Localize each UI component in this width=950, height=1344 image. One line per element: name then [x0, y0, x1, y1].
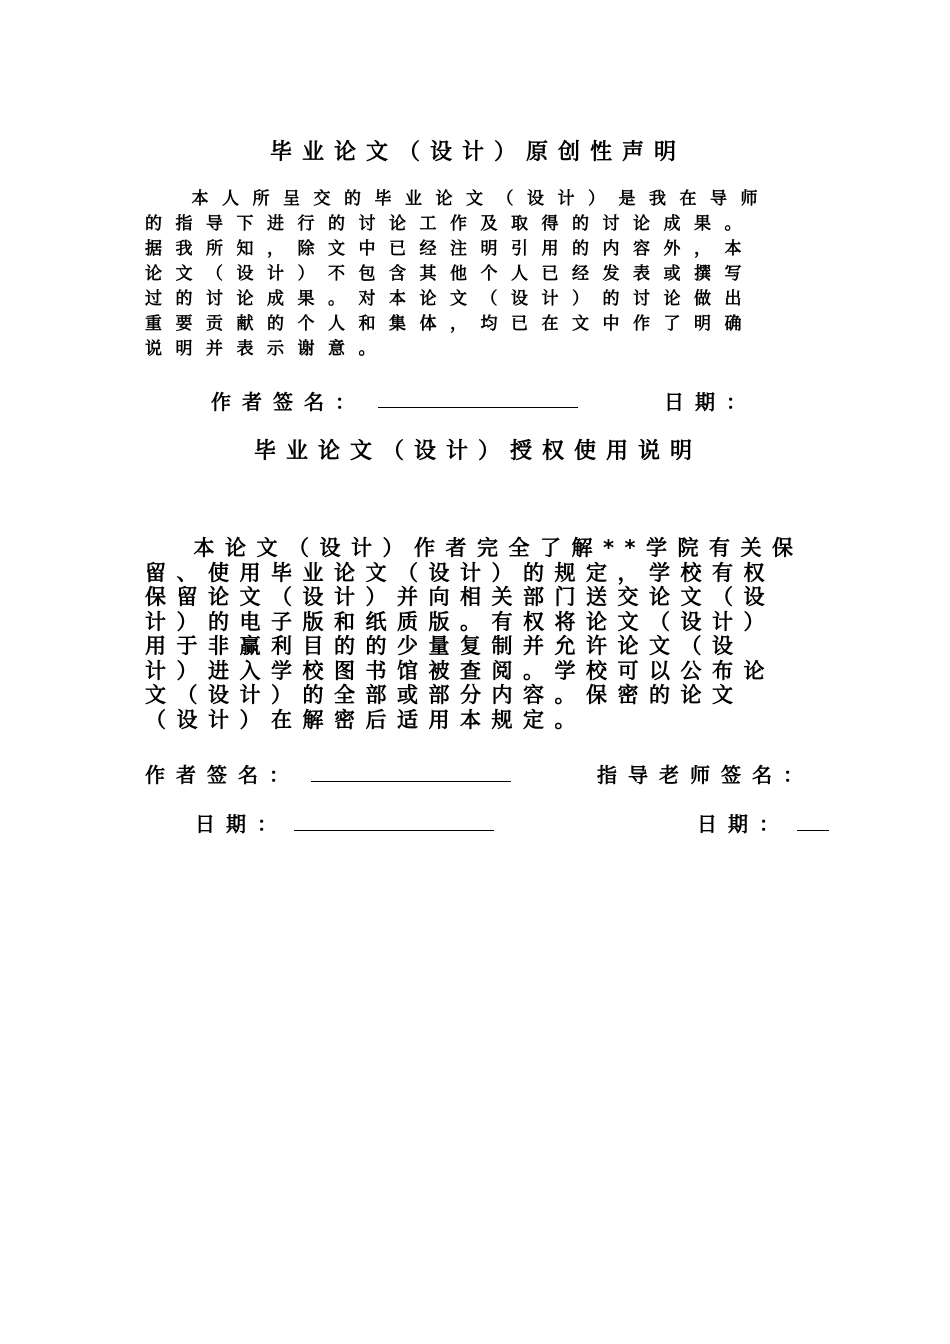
declaration-line: 过的讨论成果。对本论文（设计）的讨论做出 [145, 289, 755, 309]
authorization-author-sign-label: 作者签名： [145, 763, 300, 787]
declaration-line: 本人所呈交的毕业论文（设计）是我在导师 [161, 189, 771, 209]
authorization-date-line-left[interactable] [294, 830, 494, 831]
authorization-date-label-right: 日期： [697, 812, 790, 836]
declaration-line: 说明并表示谢意。 [145, 339, 389, 359]
declaration-line: 论文（设计）不包含其他个人已经发表或撰写 [145, 264, 755, 284]
authorization-date-label-left: 日期： [195, 812, 288, 836]
authorization-line: 计）的电子版和纸质版。有权将论文（设计） [145, 610, 775, 634]
declaration-date-label: 日期： [664, 390, 757, 414]
authorization-title: 毕业论文（设计）授权使用说明 [254, 439, 703, 464]
declaration-title: 毕业论文（设计）原创性声明 [270, 140, 687, 165]
authorization-line: 本论文（设计）作者完全了解**学院有关保 [162, 536, 804, 560]
authorization-line: 用于非赢利目的的少量复制并允许论文（设 [145, 634, 744, 658]
authorization-line: 文（设计）的全部或部分内容。保密的论文 [145, 683, 744, 707]
authorization-author-sign-line[interactable] [311, 781, 511, 782]
authorization-line: 保留论文（设计）并向相关部门送交论文（设 [145, 585, 775, 609]
declaration-line: 重要贡献的个人和集体，均已在文中作了明确 [145, 314, 755, 334]
authorization-line: 留、使用毕业论文（设计）的规定，学校有权 [145, 561, 775, 585]
declaration-line: 据我所知，除文中已经注明引用的内容外，本 [145, 239, 755, 259]
authorization-date-line-right[interactable] [797, 830, 829, 831]
authorization-advisor-sign-label: 指导老师签名： [597, 763, 814, 787]
declaration-line: 的指导下进行的讨论工作及取得的讨论成果。 [145, 214, 755, 234]
authorization-line: （设计）在解密后适用本规定。 [145, 708, 586, 732]
declaration-author-sign-label: 作者签名： [211, 390, 366, 414]
authorization-line: 计）进入学校图书馆被查阅。学校可以公布论 [145, 659, 775, 683]
declaration-author-sign-line[interactable] [378, 407, 578, 408]
